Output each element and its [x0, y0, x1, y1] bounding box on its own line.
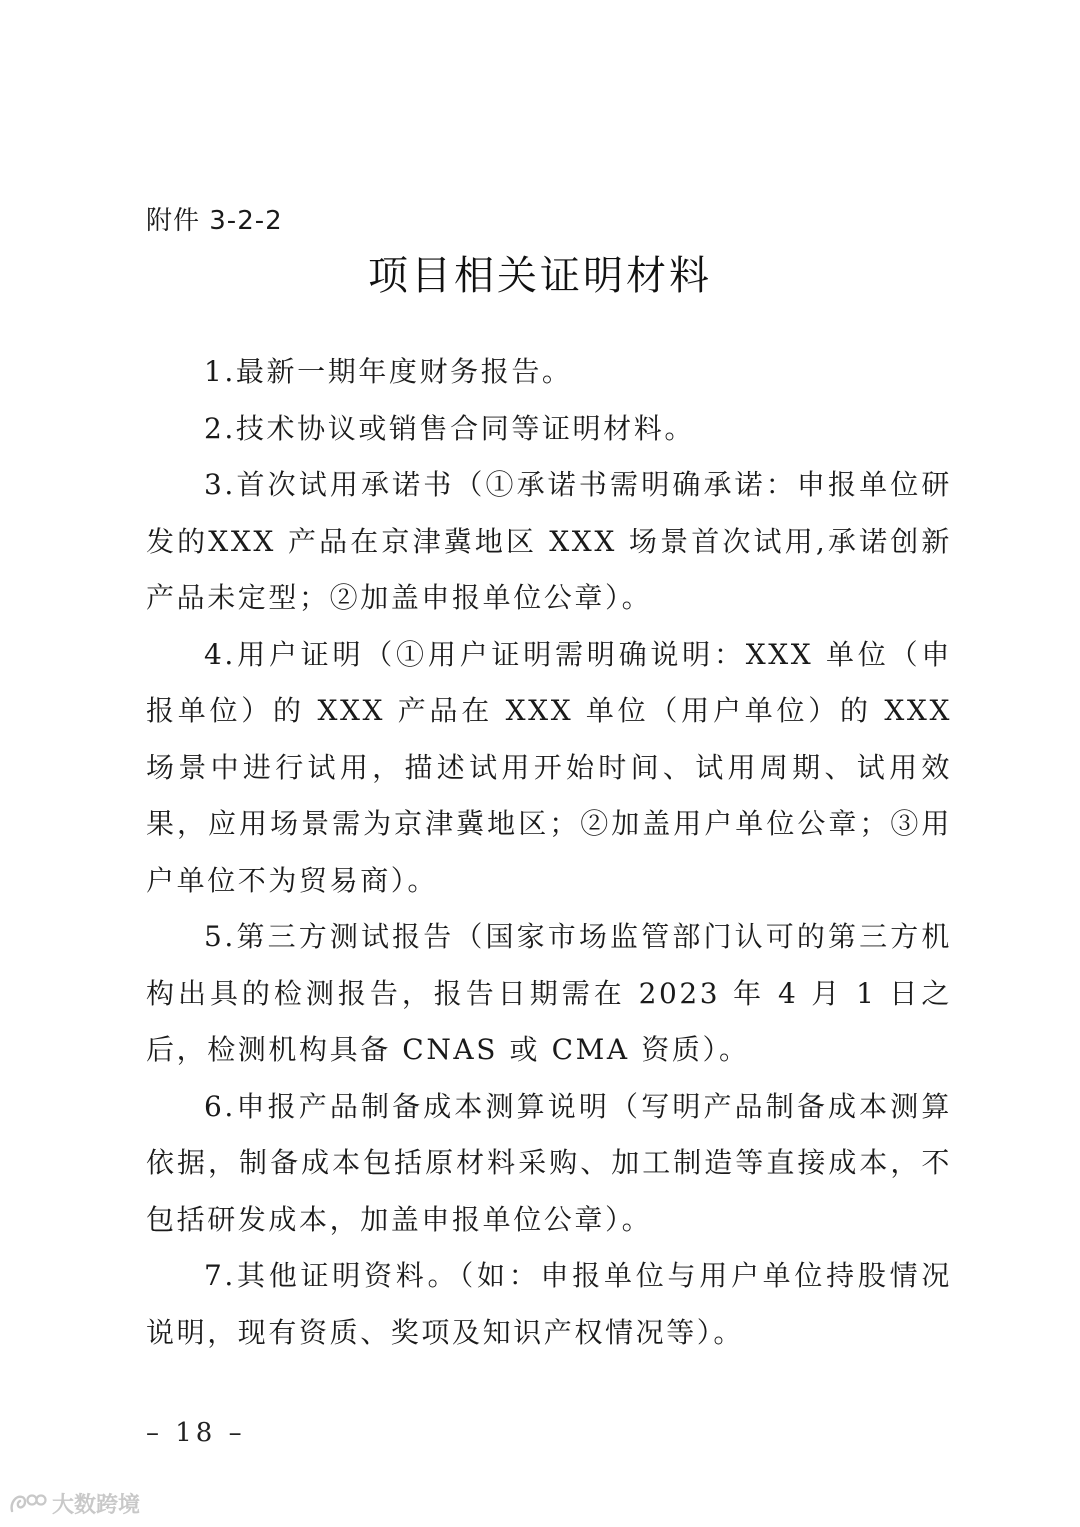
page-number: – 18 –	[146, 1418, 246, 1448]
page-title: 项目相关证明材料	[368, 253, 712, 299]
attachment-label: 附件 3-2-2	[146, 206, 283, 236]
list-item: 7.其他证明资料。（如：申报单位与用户单位持股情况说明，现有资质、奖项及知识产权情况等）。	[146, 1259, 952, 1349]
watermark	[8, 1488, 140, 1519]
list-item: 2.技术协议或销售合同等证明材料。	[204, 411, 695, 445]
list-item: 1.最新一期年度财务报告。	[204, 355, 573, 388]
watermark-text: 大数跨境	[52, 1493, 141, 1518]
watermark-logo-icon	[8, 1491, 48, 1517]
list-item: 6.申报产品制备成本测算说明（写明产品制备成本测算依据，制备成本包括原材料采购、加工制造等直接成本，不包括研发成本，加盖申报单位公章）。	[146, 1089, 952, 1236]
list-item: 3.首次试用承诺书（①承诺书需明确承诺：申报单位研发的XXX 产品在京津冀地区 XXX 场景首次试用,承诺创新产品未定型；②加盖申报单位公章）。	[146, 468, 952, 614]
list-item: 5.第三方测试报告（国家市场监管部门认可的第三方机构出具的检测报告，报告日期需在 2023 年 4 月 1 日之后，检测机构具备 CNAS 或 CMA 资质）。	[146, 920, 952, 1066]
list-item: 4.用户证明（①用户证明需明确说明：XXX 单位（申报单位）的 XXX 产品在 XXX 单位（用户单位）的 XXX 场景中进行试用，描述试用开始时间、试用周期、试用效果，应用场景需为京津冀地区；②加盖用户单位公章；③用户单位不为贸易商）。	[146, 637, 952, 897]
document-body	[146, 344, 952, 1361]
